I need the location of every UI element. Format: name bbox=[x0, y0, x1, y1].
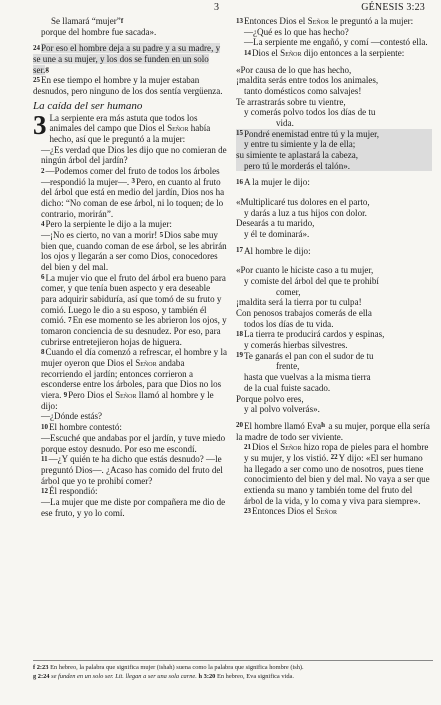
footnote: g 2:24 se funden en un solo ser. Lit. llegan a ser una sola carne. h 3:20 En hebreo, Eva significa vida. bbox=[33, 672, 294, 680]
verse-2-25: 25En ese tiempo el hombre y la mujer estaban desnudos, pero ninguno de los dos sentía vergüenza. bbox=[33, 75, 223, 97]
footnotes bbox=[33, 660, 433, 681]
page-number: 3 bbox=[214, 2, 219, 13]
verse-3-14: 14Dios el Señor dijo entonces a la serpiente: bbox=[244, 48, 405, 59]
poem-line: frente, bbox=[276, 361, 300, 372]
poem-line: pero tú le morderás el talón». bbox=[244, 160, 351, 171]
poem-line: y comerás polvo todos los días de tu bbox=[244, 107, 376, 118]
verse-3-5: —¡No es cierto, no van a morir! 5Dios sabe muy bien que, cuando coman de ese árbol, se les abrirán los ojos y llegarán a ser como Dios, conocedores del bien y del mal. bbox=[41, 230, 227, 273]
poem-line: y al polvo volverás». bbox=[244, 404, 320, 415]
poem-line: porque del hombre fue sacada». bbox=[41, 26, 157, 37]
left-column bbox=[33, 16, 227, 518]
poem-line: «Por causa de lo que has hecho, bbox=[236, 64, 352, 75]
verse-3-8: 8Cuando el día comenzó a refrescar, el hombre y la mujer oyeron que Dios el Señor andaba recorriendo el jardín; entonces corrieron a esconderse entre los árboles, para que Dios no los viera. 9Pero Dios el Señor llamó al hombre y le dijo: bbox=[41, 347, 227, 411]
verse-3-16: 16A la mujer le dijo: bbox=[236, 177, 310, 188]
poem-line: ¡maldita serás entre todos los animales, bbox=[236, 75, 379, 86]
poem-line: todos los días de tu vida. bbox=[244, 318, 334, 329]
poem-line: hasta que vuelvas a la misma tierra bbox=[244, 372, 371, 383]
section-title: La caída del ser humano bbox=[33, 99, 143, 112]
poem-line: Desearás a tu marido, bbox=[236, 218, 315, 229]
page-header bbox=[0, 2, 441, 16]
verse-3-4: 4Pero la serpiente le dijo a la mujer: bbox=[41, 219, 172, 230]
highlighted-verse: Por eso el hombre deja a su padre y a su madre, y se une a su mujer, y los dos se funden en un solo ser. bbox=[33, 43, 221, 75]
verse-3-20: 20El hombre llamó Eva$^h$ a su mujer, porque ella sería la madre de todo ser viviente. bbox=[236, 420, 430, 442]
poem-line: «Multiplicaré tus dolores en el parto, bbox=[236, 197, 370, 208]
chapter-number: 3 bbox=[33, 109, 47, 140]
poem-line: y darás a luz a tus hijos con dolor. bbox=[244, 207, 367, 218]
highlighted-verse bbox=[236, 129, 432, 172]
verse-3-10: 10El hombre contestó: bbox=[41, 422, 122, 433]
verse-line: —¿Es verdad que Dios les dijo que no comieran de ningún árbol del jardín? bbox=[41, 144, 227, 166]
poem-line: tanto domésticos como salvajes! bbox=[244, 86, 362, 97]
poem-line: Te arrastrarás sobre tu vientre, bbox=[236, 96, 346, 107]
verse-line: —La serpiente me engañó, y comí —contestó ella. bbox=[244, 37, 428, 48]
poem-line: y comerás hierbas silvestres. bbox=[244, 340, 348, 351]
verse-3-12: 12Él respondió: bbox=[41, 486, 98, 497]
verse-3-2: 2—Podemos comer del fruto de todos los árboles —respondió la mujer—. 3Pero, en cuanto al fruto del árbol que está en medio del jardín, Dios nos ha dicho: “No coman de ese árbol, ni lo toquen; de lo contrario, morirán”. bbox=[41, 166, 225, 219]
verse-3-13: 13Entonces Dios el Señor le preguntó a la mujer: bbox=[236, 16, 414, 26]
poem-line: ¡maldita será la tierra por tu culpa! bbox=[236, 297, 362, 308]
poem-line: comer, bbox=[276, 286, 301, 297]
verse-line: —Escuché que andabas por el jardín, y tuve miedo porque estoy desnudo. Por eso me escondí. bbox=[41, 432, 226, 454]
verse-line: —La mujer que me diste por compañera me dio de ese fruto, y yo lo comí. bbox=[41, 496, 226, 518]
verse-3-17: 17Al hombre le dijo: bbox=[236, 245, 311, 256]
poem-line: 18La tierra te producirá cardos y espinas, bbox=[236, 329, 385, 340]
poem-line: de la cual fuiste sacado. bbox=[244, 382, 331, 393]
poem-line: vida. bbox=[276, 118, 294, 129]
running-reference: GÉNESIS 3:23 bbox=[361, 2, 425, 13]
verse-3-21: 21Dios el Señor hizo ropa de pieles para el hombre y su mujer, y los vistió. 22Y dijo: «El ser humano ha llegado a ser como uno de nosotros, pues tiene conocimiento del bien y del mal. No vaya a ser que extienda su mano y también tome del fruto del árbol de la vida, y lo coma y viva para siempre». 23Entonces Dios el Señor bbox=[244, 442, 430, 517]
poem-line: y comiste del árbol del que te prohibí bbox=[244, 276, 379, 287]
verse-3-11: 11—¿Y quién te ha dicho que estás desnudo? —le preguntó Dios—. ¿Acaso has comido del fruto del árbol que yo te prohibí comer? bbox=[41, 454, 223, 486]
verse-3-1: 3 La serpiente era más astuta que todos los animales del campo que Dios el Señor había hecho, así que le preguntó a la mujer: bbox=[33, 109, 211, 145]
verse-2-24: 24Por eso el hombre deja a su padre y a su madre, y se une a su mujer, y los dos se funden en un solo ser.$^g$ bbox=[33, 43, 221, 75]
poem-line: 19Te ganarás el pan con el sudor de tu bbox=[236, 350, 374, 361]
verse-line: —¿Dónde estás? bbox=[41, 411, 103, 422]
poem-line: Con penosos trabajos comerás de ella bbox=[236, 308, 372, 319]
poem-line: 15Pondré enemistad entre tú y la mujer, bbox=[236, 128, 380, 139]
poem-line: y entre tu simiente y la de ella; bbox=[244, 139, 356, 150]
poem-line: su simiente te aplastará la cabeza, bbox=[236, 150, 359, 161]
poem-line: Se llamará “mujer”$^f$ bbox=[51, 16, 124, 26]
verse-line: —¿Qué es lo que has hecho? bbox=[244, 26, 349, 37]
footnote: f 2:23 En hebreo, la palabra que significa mujer (ishah) suena como la palabra que significa hombre (ish). bbox=[33, 664, 304, 671]
right-column bbox=[236, 16, 432, 517]
verse-3-6: 6La mujer vio que el fruto del árbol era bueno para comer, y que tenía buen aspecto y era deseable para adquirir sabiduría, así que tomó de su fruto y comió. Luego le dio a su esposo, y también él comió. 7En ese momento se les abrieron los ojos, y tomaron conciencia de su desnudez. Por eso, para cubrirse entretejieron hojas de higuera. bbox=[41, 272, 227, 347]
poem-line: «Por cuanto le hiciste caso a tu mujer, bbox=[236, 265, 374, 276]
poem-line: Porque polvo eres, bbox=[236, 393, 304, 404]
poem-line: y él te dominará». bbox=[244, 229, 310, 240]
